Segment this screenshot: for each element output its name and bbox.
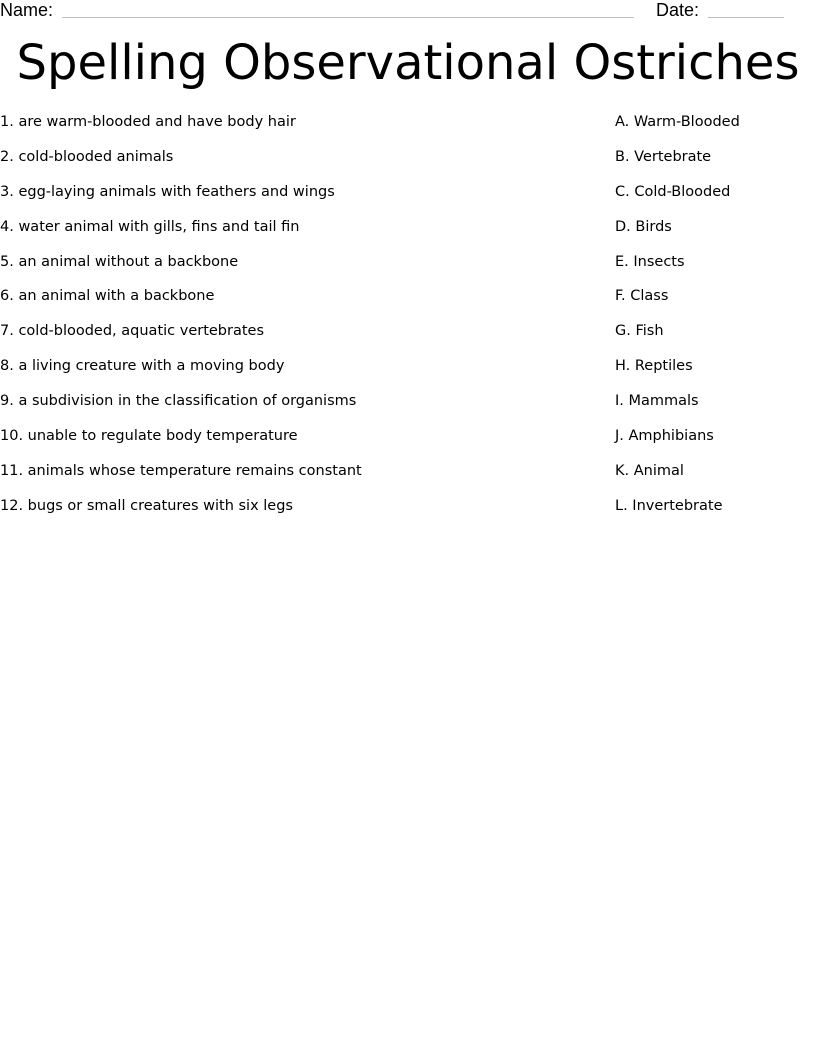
answer-item: J. Amphibians [615, 428, 714, 445]
clue-item: 3. egg-laying animals with feathers and wings [0, 183, 335, 200]
date-label: Date: [656, 0, 700, 20]
clue-item: 6. an animal with a backbone [0, 288, 215, 305]
answer-item: D. Birds [615, 218, 672, 235]
answer-item: K. Animal [615, 462, 684, 479]
clue-item: 11. animals whose temperature remains constant [0, 462, 362, 479]
clue-item: 9. a subdivision in the classification of organisms [0, 393, 357, 410]
answer-item: C. Cold-Blooded [615, 183, 731, 200]
clue-item: 10. unable to regulate body temperature [0, 428, 298, 445]
clue-item: 5. an animal without a backbone [0, 253, 239, 270]
answer-item: A. Warm-Blooded [615, 114, 740, 130]
worksheet-header [0, 0, 816, 24]
clue-item: 2. cold-blooded animals [0, 148, 174, 165]
answer-item: E. Insects [615, 253, 685, 270]
name-blank-line [62, 17, 634, 18]
answer-item: I. Mammals [615, 393, 699, 410]
answer-item: F. Class [615, 288, 669, 305]
name-label: Name: [0, 0, 54, 20]
clue-item: 7. cold-blooded, aquatic vertebrates [0, 323, 265, 340]
answer-list [615, 111, 810, 530]
page-title: Spelling Observational Ostriches [16, 35, 800, 91]
clue-list [0, 111, 590, 530]
answer-item: G. Fish [615, 323, 664, 340]
clue-item: 8. a living creature with a moving body [0, 358, 285, 375]
date-blank-line [708, 17, 784, 18]
clue-item: 4. water animal with gills, fins and tail fin [0, 218, 300, 235]
answer-item: H. Reptiles [615, 358, 693, 375]
clue-item: 1. are warm-blooded and have body hair [0, 114, 296, 130]
answer-item: B. Vertebrate [615, 148, 712, 165]
clue-item: 12. bugs or small creatures with six legs [0, 497, 293, 514]
answer-item: L. Invertebrate [615, 497, 723, 514]
